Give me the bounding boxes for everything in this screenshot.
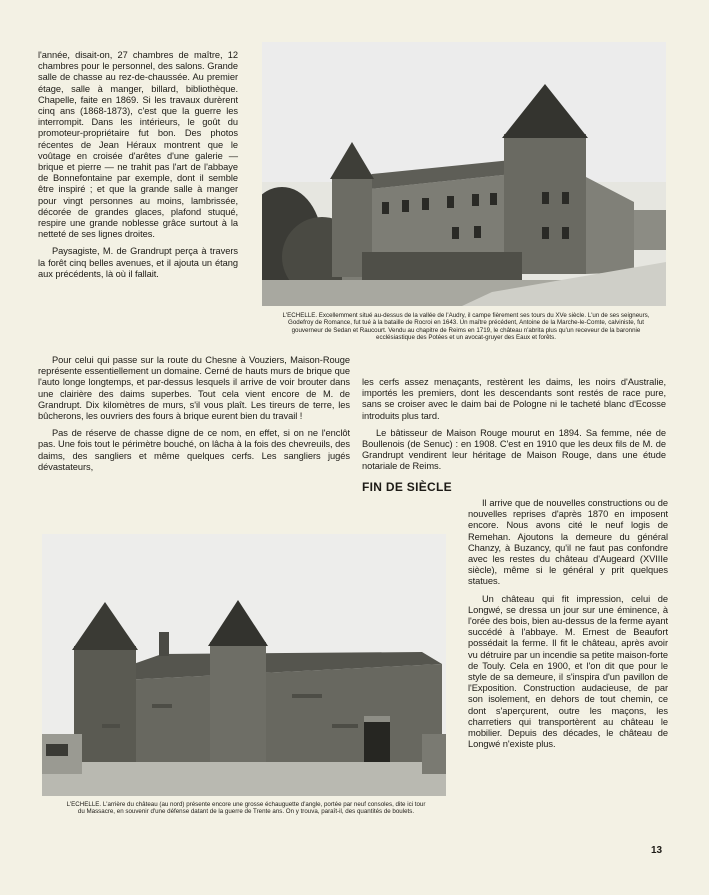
- paragraph: les cerfs assez menaçants, restèrent les daims, les noirs d'Australie, importés les premiers, dont les descendants sont restés de race pure, sans se croiser avec le daim bai de Pologne ni le tacheté blanc d'Ecosse introduits plus tard.: [362, 377, 666, 421]
- photo-chateau-facade: [262, 42, 666, 306]
- paragraph: Il arrive que de nouvelles constructions ou de nouvelles reprises d'après 1870 en imposent encore. Nous avons cité le neuf logis de Remehan. Ajoutons la demeure du général Chanzy, à Buzancy, qu'il ne faut pas confondre avec les restes du château d'Augeard (XVIIIe siècle), même si le général y prit quelques statues.: [468, 498, 668, 587]
- section-heading: FIN DE SIÈCLE: [362, 480, 452, 494]
- paragraph: Un château qui fit impression, celui de Longwé, se dressa un jour sur une éminence, à l'orée des bois, bien au-dessus de la ferme ayant succédé à l'abbaye. M. Ernest de Beaufort possédait la ferme. Il fit le château, après avoir vu détruire par un incendie sa petite maison-forte de Touly. Cela en 1900, et l'on dit que pour le style de sa demeure, il s'inspira d'un pavillon de l'Exposition. Construction audacieuse, de par son isolement, en dehors de tout chemin, ce dont s'aperçurent, outre les maçons, les charretiers qui transportèrent au château le mobilier. Depuis des décades, le château de Longwé n'existe plus.: [468, 593, 668, 750]
- text-column-right-bottom: [468, 498, 668, 756]
- page-number: 13: [651, 845, 663, 856]
- text-column-left-mid: [38, 355, 350, 479]
- text-column-left-top: [38, 50, 238, 286]
- caption-top-photo: L'ECHELLE. Excellemment situé au-dessus de la vallée de l'Audry, il campe fièrement ses tours du XVe siècle. L'un de ses seigneurs, Godefroy de Romance, fut tué à la bataille de Rocroi en 1643. Un maître précédent, Antoine de la Marche-le-Comte, calviniste, fut gouverneur de Sedan et Raucourt. Vendu au chapitre de Reims en 1719, le château n'abrita plus qu'un receveur de la baronnie ecclésiastique des Potées et un avocat-gruyer des Eaux et forêts.: [282, 312, 650, 342]
- paragraph: Le bâtisseur de Maison Rouge mourut en 1894. Sa femme, née de Boullenois (de Senuc) : en 1908. C'est en 1910 que les deux fils de M. de Grandrupt vendirent leur héritage de Maison Rouge, dans une étude notariale de Reims.: [362, 427, 666, 472]
- paragraph: Paysagiste, M. de Grandrupt perça à travers la forêt cinq belles avenues, et il ajouta un étang aux précédents, là où il fallait.: [38, 246, 238, 279]
- chateau-facade-illustration: [262, 42, 666, 306]
- caption-bottom-photo: L'ECHELLE. L'arrière du château (au nord) présente encore une grosse échauguette d'angle, portée par neuf consoles, dite ici tour du Massacre, en souvenir d'une défense datant de la guerre de Trente ans. On y trouva, paraît-il, des quantités de boulets.: [66, 801, 426, 816]
- text-column-right-mid: [362, 377, 666, 479]
- photo-chateau-back: [42, 534, 446, 796]
- paragraph: Pour celui qui passe sur la route du Chesne à Vouziers, Maison-Rouge représente essentiellement un domaine. Cerné de hauts murs de brique que l'auto longe longtemps, et par-dessus lesquels il arrive de voir brouter dans une clairière des daims superbes. Tout cela vient encore de M. de Grandrupt. Dix kilomètres de murs, s'il vous plaît. Les tireurs de terre, les bûcherons, les ouvriers des fours à brique eurent bien du travail !: [38, 355, 350, 422]
- chateau-back-illustration: [42, 534, 446, 796]
- paragraph: l'année, disait-on, 27 chambres de maître, 12 chambres pour le personnel, des salons. Grande salle de chasse au rez-de-chaussée. Au premier étage, salle à manger, billard, bibliothèque. Chapelle, faite en 1869. Si les travaux durèrent cinq ans (1868-1873), c'est que la guerre les interrompit. Dans les intérieurs, le goût du promoteur-propriétaire fut bon. Des photos récentes de Jean Héraux montrent que le voûtage en croisée d'arêtes d'une galerie — brique et pierre — ne trahit pas l'art de l'abbaye de Bonnefontaine par exemple, dont il semble être inspiré ; et que la grande salle à manger pour vingt personnes au moins, lambrissée, décorée de grandes glaces, plafond stuqué, respire une grande noblesse grâce surtout à la netteté de ses lignes droites.: [38, 50, 238, 240]
- paragraph: Pas de réserve de chasse digne de ce nom, en effet, si on ne l'enclôt pas. Une fois tout le périmètre bouché, on lâcha à la fois des chevreuils, des daims, des sangliers et même quelques cerfs. Les sangliers jugés dévastateurs,: [38, 428, 350, 472]
